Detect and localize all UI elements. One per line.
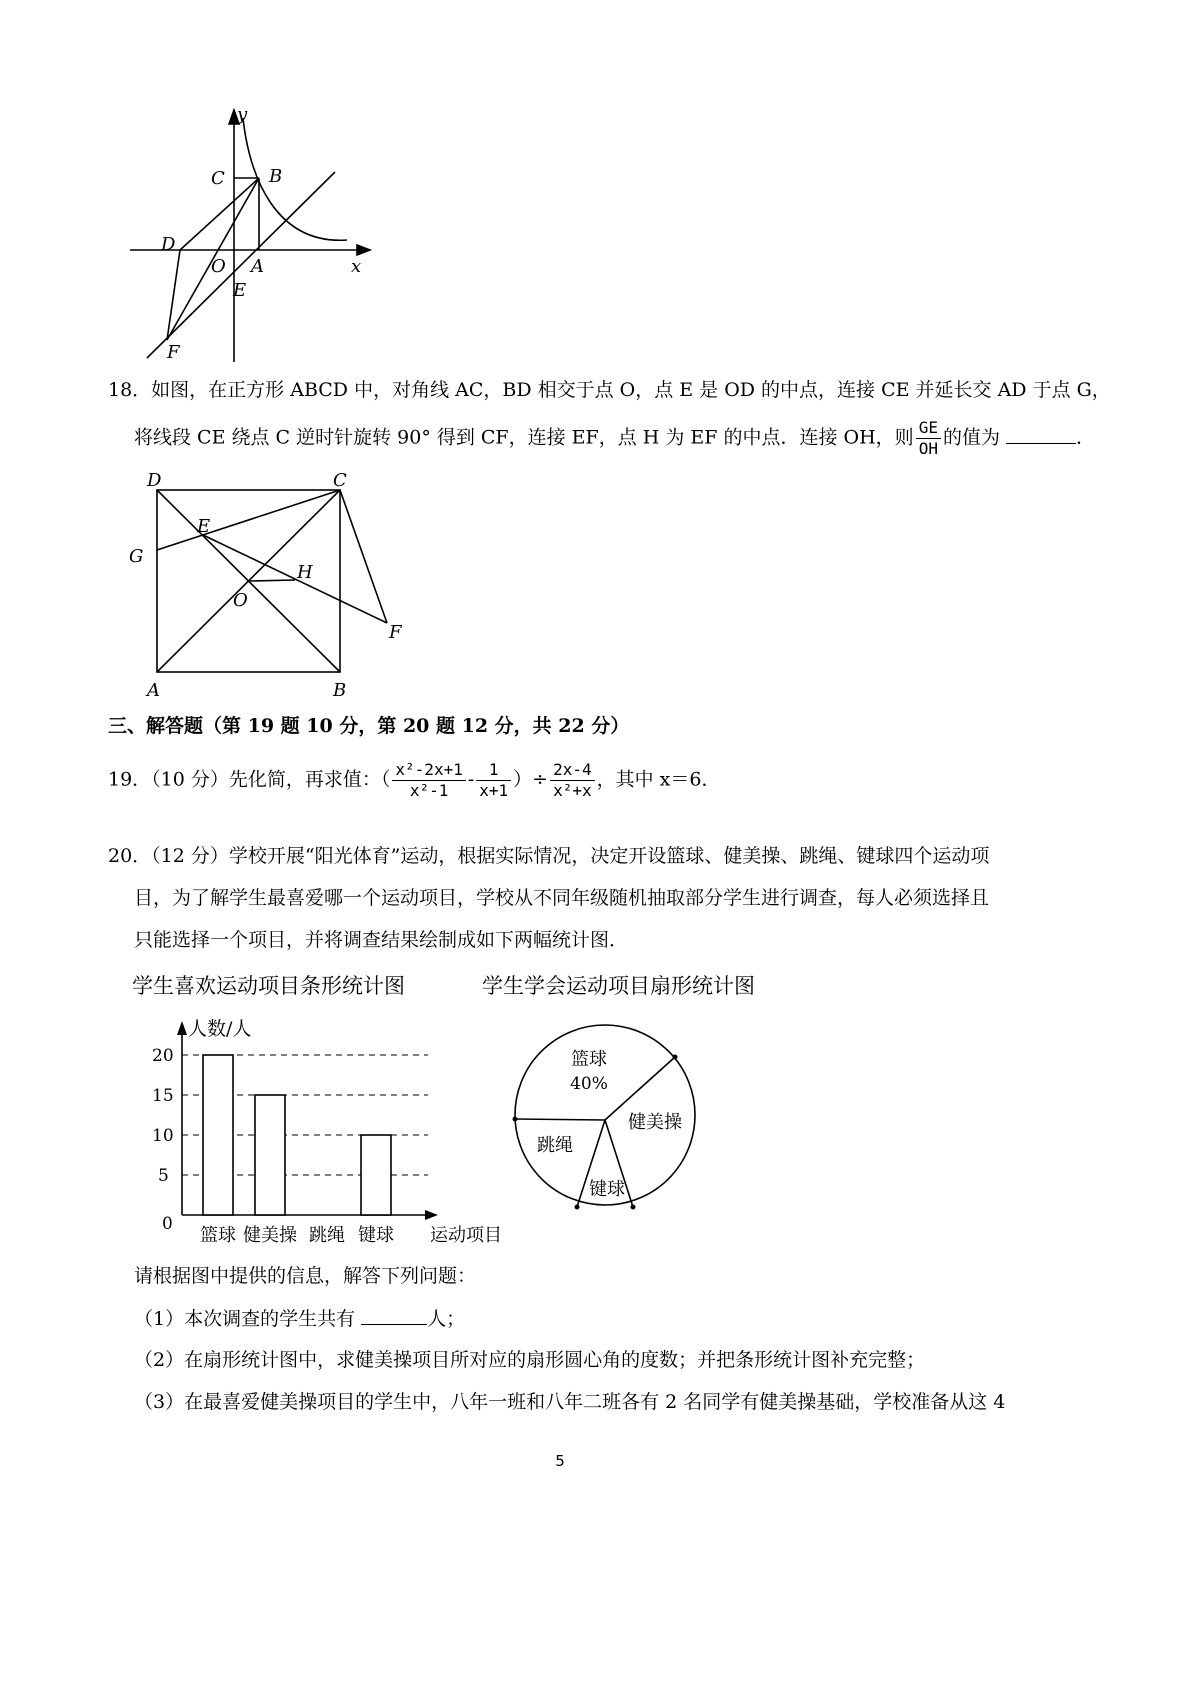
bar-chart (140, 1005, 520, 1255)
minus-sign: - (467, 768, 475, 791)
label-D: D (161, 234, 176, 255)
pie-percent-label: 40% (570, 1074, 608, 1094)
frac2-den: x+1 (479, 781, 509, 800)
pie-chart (505, 1015, 705, 1215)
bar-chart-title: 学生喜欢运动项目条形统计图 (132, 974, 405, 998)
label-C: C (333, 470, 347, 491)
y-tick-label: 0 (162, 1214, 173, 1234)
frac1-den: x²-1 (409, 781, 449, 800)
fraction-2 (476, 760, 511, 801)
y-tick-label: 5 (158, 1166, 169, 1186)
q19 (108, 760, 720, 801)
label-A: A (147, 680, 160, 701)
label-C: C (211, 168, 225, 189)
q19-tail: ，其中 x＝6． (596, 768, 721, 791)
q19-lead: 19．（10 分）先化简，再求值：（ (108, 768, 391, 791)
y-axis-label: 人数/人 (188, 1018, 252, 1040)
fig17-diagram (125, 100, 385, 370)
q20-sub3: （3）在最喜爱健美操项目的学生中，八年一班和八年二班各有 2 名同学有健美操基础，学校准备从这 4 (134, 1391, 1006, 1413)
fraction-ge-oh (916, 418, 941, 459)
frac3-den: x²+x (553, 781, 592, 800)
sub1-text: （1）本次调查的学生共有 (134, 1308, 356, 1330)
pie-edge-dot (513, 1117, 518, 1122)
pie-edge-dot (673, 1055, 678, 1060)
x-tick-label: 健美操 (243, 1225, 297, 1246)
label-H: H (297, 562, 313, 583)
label-G: G (129, 546, 144, 567)
q18-end: ． (1076, 426, 1096, 449)
frac-den: OH (918, 439, 938, 458)
answer-blank-total[interactable] (361, 1304, 427, 1325)
x-axis-label: 运动项目 (430, 1225, 502, 1246)
label-y: y (237, 104, 248, 125)
fraction-1 (392, 760, 465, 801)
y-tick-label: 10 (152, 1126, 174, 1146)
y-tick-label: 15 (152, 1086, 174, 1106)
q20-line1: 20．（12 分）学校开展“阳光体育”运动，根据实际情况，决定开设篮球、健美操、跳绳、键球四个运动项 (108, 845, 990, 867)
y-axis-arrow (177, 1021, 187, 1035)
label-O: O (233, 590, 248, 611)
segment-GC (157, 490, 340, 550)
frac1-num: x²-2x+1 (392, 760, 465, 781)
frac3-num: 2x-4 (550, 760, 595, 781)
q19-mid: ）÷ (513, 768, 549, 791)
q20-line3: 只能选择一个项目，并将调查结果绘制成如下两幅统计图． (134, 929, 629, 951)
label-E: E (197, 516, 211, 537)
segment-EF (203, 535, 387, 623)
q20-prompt: 请根据图中提供的信息，解答下列问题： (134, 1265, 477, 1287)
fraction-3 (550, 760, 595, 801)
label-E: E (233, 280, 247, 301)
page-number: 5 (555, 1452, 565, 1470)
label-F: F (389, 622, 402, 643)
label-O: O (211, 256, 226, 277)
label-B: B (333, 680, 347, 701)
label-B: B (269, 166, 283, 187)
segment-OH (249, 580, 295, 581)
pie-slice-edge (515, 1119, 605, 1120)
pie-slice-label: 健美操 (628, 1112, 682, 1133)
label-x: x (351, 256, 362, 277)
pie-slice-label: 篮球 (571, 1049, 607, 1070)
y-tick-label: 20 (152, 1046, 174, 1066)
q18-line2-tail: 的值为 (942, 426, 1000, 449)
q18-line1: 18．如图，在正方形 ABCD 中，对角线 AC，BD 相交于点 O，点 E 是 OD 的中点，连接 CE 并延长交 AD 于点 G， (108, 379, 1111, 401)
pie-slice-label: 键球 (589, 1179, 625, 1200)
pie-edge-dot (631, 1205, 636, 1210)
q18-line2-text: 将线段 CE 绕点 C 逆时针旋转 90° 得到 CF，连接 EF，点 H 为 EF 的中点．连接 OH，则 (134, 426, 914, 449)
sub1-unit: 人； (427, 1308, 466, 1330)
label-A: A (251, 256, 264, 277)
q20-sub2: （2）在扇形统计图中，求健美操项目所对应的扇形圆心角的度数；并把条形统计图补充完整； (134, 1349, 926, 1371)
pie-edge-dot (575, 1205, 580, 1210)
label-F: F (167, 342, 180, 363)
label-D: D (147, 470, 162, 491)
bar (203, 1055, 233, 1215)
pie-slice-label: 跳绳 (537, 1135, 573, 1156)
x-tick-label: 跳绳 (309, 1225, 345, 1246)
bar (255, 1095, 285, 1215)
x-tick-label: 键球 (358, 1225, 394, 1246)
frac2-num: 1 (476, 760, 511, 781)
q20-line2: 目，为了解学生最喜爱哪一个运动项目，学校从不同年级随机抽取部分学生进行调查，每人必须选择且 (134, 887, 990, 909)
section-heading: 三、解答题（第 19 题 10 分，第 20 题 12 分，共 22 分） (108, 715, 630, 737)
q18-line2 (134, 418, 1095, 459)
q20-sub1 (134, 1304, 465, 1333)
x-axis-arrow (357, 245, 370, 255)
frac-num: GE (916, 418, 941, 439)
answer-blank[interactable] (1006, 423, 1076, 444)
bar (361, 1135, 391, 1215)
pie-chart-title: 学生学会运动项目扇形统计图 (482, 974, 755, 998)
x-tick-label: 篮球 (200, 1225, 236, 1246)
line-FB (147, 172, 335, 358)
x-axis-arrow (425, 1210, 438, 1220)
fig18-diagram (125, 470, 415, 702)
